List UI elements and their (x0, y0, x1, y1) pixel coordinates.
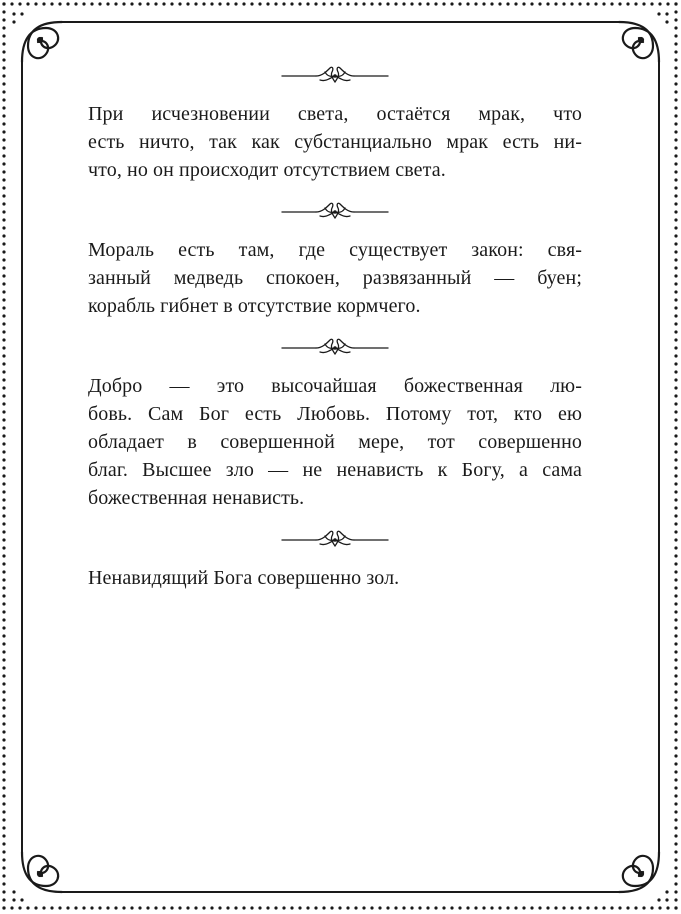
text-line: Мораль есть там, где существует закон: свя- (88, 239, 582, 261)
text-line: Добро — это высочайшая божественная лю- (88, 375, 582, 397)
text-line: занный медведь спокоен, развязанный — буен; (88, 267, 582, 289)
text-line: обладает в совершенной мере, тот совершенно (88, 431, 582, 453)
paragraph (88, 100, 582, 184)
fleuron-ornament-icon (280, 336, 390, 358)
fleuron-divider (88, 332, 582, 362)
paragraph (88, 236, 582, 320)
fleuron-divider (88, 524, 582, 554)
fleuron-ornament-icon (280, 200, 390, 222)
fleuron-divider (88, 60, 582, 90)
text-line: Ненавидящий Бога совершенно зол. (88, 567, 400, 589)
text-line: бовь. Сам Бог есть Любовь. Потому тот, кто ею (88, 403, 582, 425)
text-line: есть ничто, так как субстанциально мрак есть ни- (88, 131, 582, 153)
paragraph (88, 372, 582, 512)
fleuron-ornament-icon (280, 528, 390, 550)
text-line: что, но он происходит отсутствием света. (88, 159, 446, 181)
text-line: корабль гибнет в отсутствие кормчего. (88, 295, 421, 317)
text-line: божественная ненависть. (88, 487, 305, 509)
fleuron-ornament-icon (280, 64, 390, 86)
fleuron-divider (88, 196, 582, 226)
text-content (88, 60, 582, 604)
paragraph (88, 564, 582, 592)
text-line: При исчезновении света, остаётся мрак, что (88, 103, 582, 125)
text-line: благ. Высшее зло — не ненависть к Богу, а сама (88, 459, 582, 481)
